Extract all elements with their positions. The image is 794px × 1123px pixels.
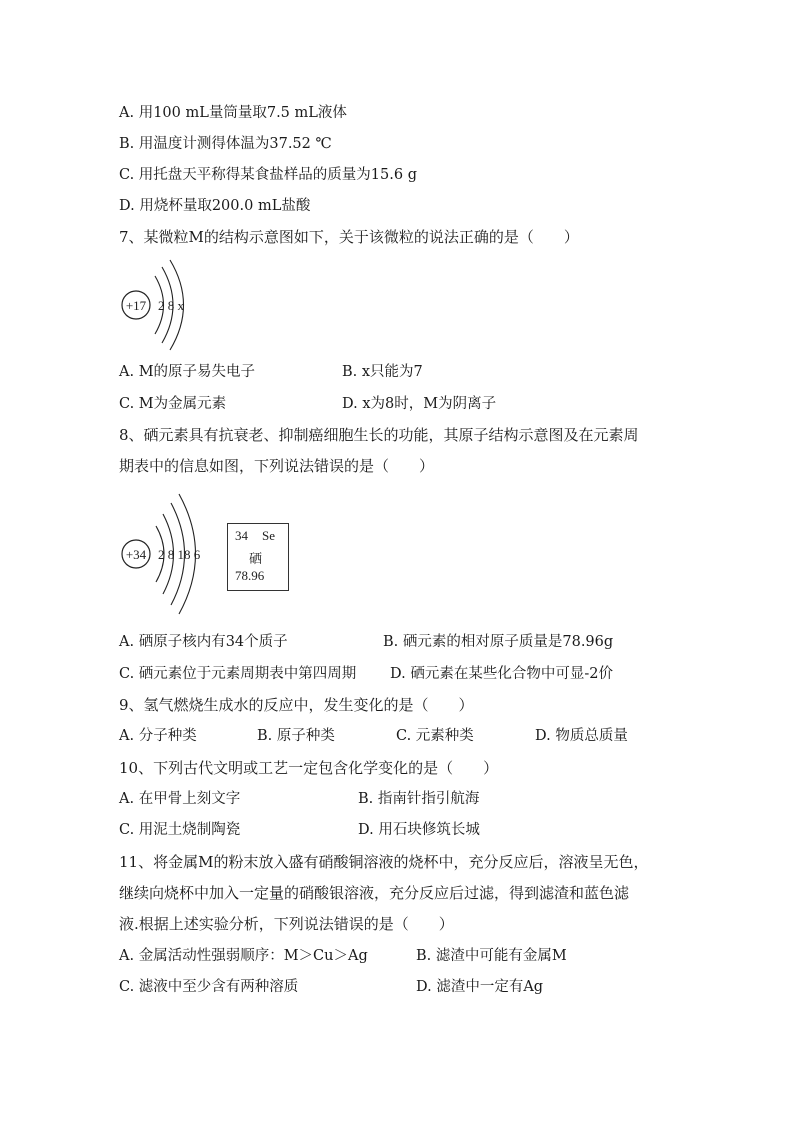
- q10-stem: 10、下列古代文明或工艺一定包含化学变化的是（ ）: [119, 759, 499, 777]
- q7-option-b: B. x只能为7: [342, 364, 423, 380]
- q8-nucleus-charge: +34: [125, 547, 147, 562]
- q9-option-d: D. 物质总质量: [535, 728, 628, 744]
- q8-option-b: B. 硒元素的相对原子质量是78.96g: [383, 634, 614, 650]
- q6-option-a: A. 用100 mL量筒量取7.5 mL液体: [119, 105, 347, 121]
- q8-option-a: A. 硒原子核内有34个质子: [119, 634, 288, 650]
- q9-option-c: C. 元素种类: [396, 728, 474, 744]
- q10-option-d: D. 用石块修筑长城: [358, 822, 480, 838]
- q8-stem-line-1: 8、硒元素具有抗衰老、抑制癌细胞生长的功能，其原子结构示意图及在元素周: [119, 426, 639, 444]
- q7-nucleus-charge: +17: [125, 298, 147, 313]
- q8-element-atomic-number: 34: [235, 528, 248, 543]
- q6-option-b: B. 用温度计测得体温为37.52 ℃: [119, 136, 332, 152]
- q7-stem: 7、某微粒M的结构示意图如下，关于该微粒的说法正确的是（ ）: [119, 228, 579, 246]
- q9-stem: 9、氢气燃烧生成水的反应中，发生变化的是（ ）: [119, 696, 474, 714]
- q11-option-a: A. 金属活动性强弱顺序：M＞Cu＞Ag: [119, 948, 368, 964]
- q8-element-atomic-mass: 78.96: [235, 568, 265, 583]
- q8-element-cell: [227, 523, 289, 591]
- q7-shell-electrons: 2 8 x: [158, 298, 184, 313]
- q8-atom-structure-diagram: [118, 490, 218, 620]
- q9-option-a: A. 分子种类: [119, 728, 197, 744]
- q7-option-c: C. M为金属元素: [119, 396, 227, 412]
- q10-option-c: C. 用泥土烧制陶瓷: [119, 822, 241, 838]
- q7-option-a: A. M的原子易失电子: [119, 364, 256, 380]
- q8-element-symbol: Se: [262, 528, 275, 543]
- q10-option-a: A. 在甲骨上刻文字: [119, 791, 241, 807]
- q11-stem-line-1: 11、将金属M的粉末放入盛有硝酸铜溶液的烧杯中，充分反应后，溶液呈无色，: [119, 853, 649, 871]
- q11-option-b: B. 滤渣中可能有金属M: [416, 948, 567, 964]
- q8-stem-line-2: 期表中的信息如图，下列说法错误的是（ ）: [119, 457, 435, 475]
- q11-stem-line-3: 液.根据上述实验分析，下列说法错误的是（ ）: [119, 915, 454, 933]
- q7-option-d: D. x为8时，M为阴离子: [342, 396, 497, 412]
- q6-option-d: D. 用烧杯量取200.0 mL盐酸: [119, 198, 311, 214]
- q7-atom-structure-diagram: [118, 256, 198, 356]
- q8-shell-electrons: 2 8 18 6: [158, 547, 201, 562]
- q9-option-b: B. 原子种类: [257, 728, 335, 744]
- q10-option-b: B. 指南针指引航海: [358, 791, 480, 807]
- q11-option-d: D. 滤渣中一定有Ag: [416, 979, 544, 995]
- q8-element-name: 硒: [249, 551, 263, 566]
- q11-option-c: C. 滤液中至少含有两种溶质: [119, 979, 299, 995]
- q6-option-c: C. 用托盘天平称得某食盐样品的质量为15.6 g: [119, 167, 417, 183]
- q8-option-d: D. 硒元素在某些化合物中可显-2价: [390, 666, 613, 682]
- q8-option-c: C. 硒元素位于元素周期表中第四周期: [119, 666, 357, 682]
- q11-stem-line-2: 继续向烧杯中加入一定量的硝酸银溶液，充分反应后过滤，得到滤渣和蓝色滤: [119, 884, 630, 902]
